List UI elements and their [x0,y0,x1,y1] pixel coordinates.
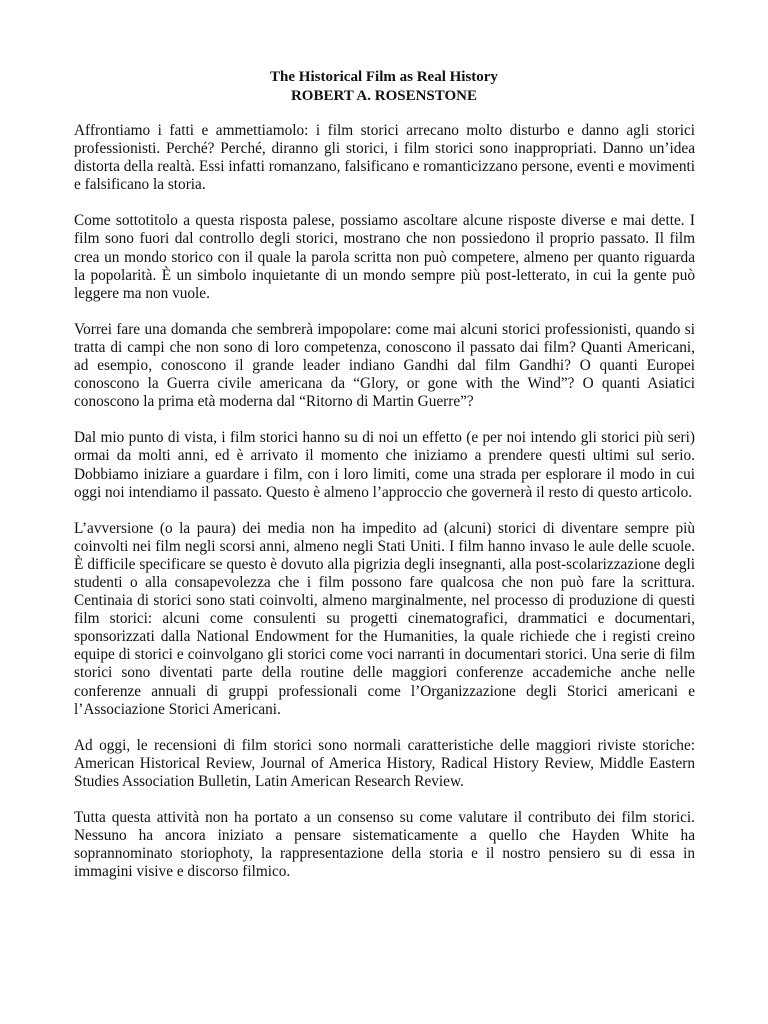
paragraph: Affrontiamo i fatti e ammettiamolo: i film storici arrecano molto disturbo e danno agli storici professionisti. Perché? Perché, diranno gli storici, i film storici sono inappropriati. Danno un’idea distorta della realtà. Essi infatti romanzano, falsificano e romanticizzano persone, eventi e movimenti e falsificano la storia. [74,122,695,194]
paragraph: Vorrei fare una domanda che sembrerà impopolare: come mai alcuni storici professionisti, quando si tratta di campi che non sono di loro competenza, conoscono il passato dai film? Quanti Americani, ad esempio, conoscono il grande leader indiano Gandhi dal film Gandhi? O quanti Europei conoscono la Guerra civile americana da “Glory, or gone with the Wind”? O quanti Asiatici conoscono la prima età moderna dal “Ritorno di Martin Guerre”? [74,320,695,411]
paragraph: Ad oggi, le recensioni di film storici sono normali caratteristiche delle maggiori riviste storiche: American Historical Review, Journal of America History, Radical History Review, Middle Eastern Studies Association Bulletin, Latin American Research Review. [74,736,695,790]
document-title: The Historical Film as Real History [270,69,498,85]
document-header [0,68,768,106]
paragraph: Dal mio punto di vista, i film storici hanno su di noi un effetto (e per noi intendo gli storici più seri) ormai da molti anni, ed è arrivato il momento che iniziamo a prendere questi ultimi sul serio. Dobbiamo iniziare a guardare i film, con i loro limiti, come una strada per esplorare il modo in cui oggi noi intendiamo il passato. Questo è almeno l’approccio che governerà il resto di questo articolo. [74,429,695,501]
document-author: ROBERT A. ROSENSTONE [290,88,478,104]
paragraph: Come sottotitolo a questa risposta palese, possiamo ascoltare alcune risposte diverse e mai dette. I film sono fuori dal controllo degli storici, mostrano che non possiedono il proprio passato. Il film crea un mondo storico con il quale la parola scritta non può competere, almeno per quanto riguarda la popolarità. È un simbolo inquietante di un mondo sempre più post-letterato, in cui la gente può leggere ma non vuole. [74,212,695,302]
paragraph: L’avversione (o la paura) dei media non ha impedito ad (alcuni) storici di diventare sempre più coinvolti nei film negli scorsi anni, almeno negli Stati Uniti. I film hanno invaso le aule delle scuole. È difficile specificare se questo è dovuto alla pigrizia degli insegnanti, alla post-scolarizzazione degli studenti o alla consapevolezza che i film possono fare qualcosa che non può fare la scrittura. Centinaia di storici sono stati coinvolti, almeno marginalmente, nel processo di produzione di questi film storici: alcuni come consulenti su progetti cinematografici, drammatici e documentari, sponsorizzati dalla National Endowment for the Humanities, la quale richiede che i registi creino equipe di storici e coinvolgano gli storici come voci narranti in documentari storici. Una serie di film storici sono diventati parte della routine delle maggiori conferenze accademiche anche nelle conferenze annuali di gruppi professionali come l’Organizzazione degli Storici americani e l’Associazione Storici Americani. [74,519,695,718]
paragraph: Tutta questa attività non ha portato a un consenso su come valutare il contributo dei film storici. Nessuno ha ancora iniziato a pensare sistematicamente a quello che Hayden White ha soprannominato storiophoty, la rappresentazione della storia e il nostro pensiero su di essa in immagini visive e discorso filmico. [74,809,695,881]
document-body [74,122,695,899]
